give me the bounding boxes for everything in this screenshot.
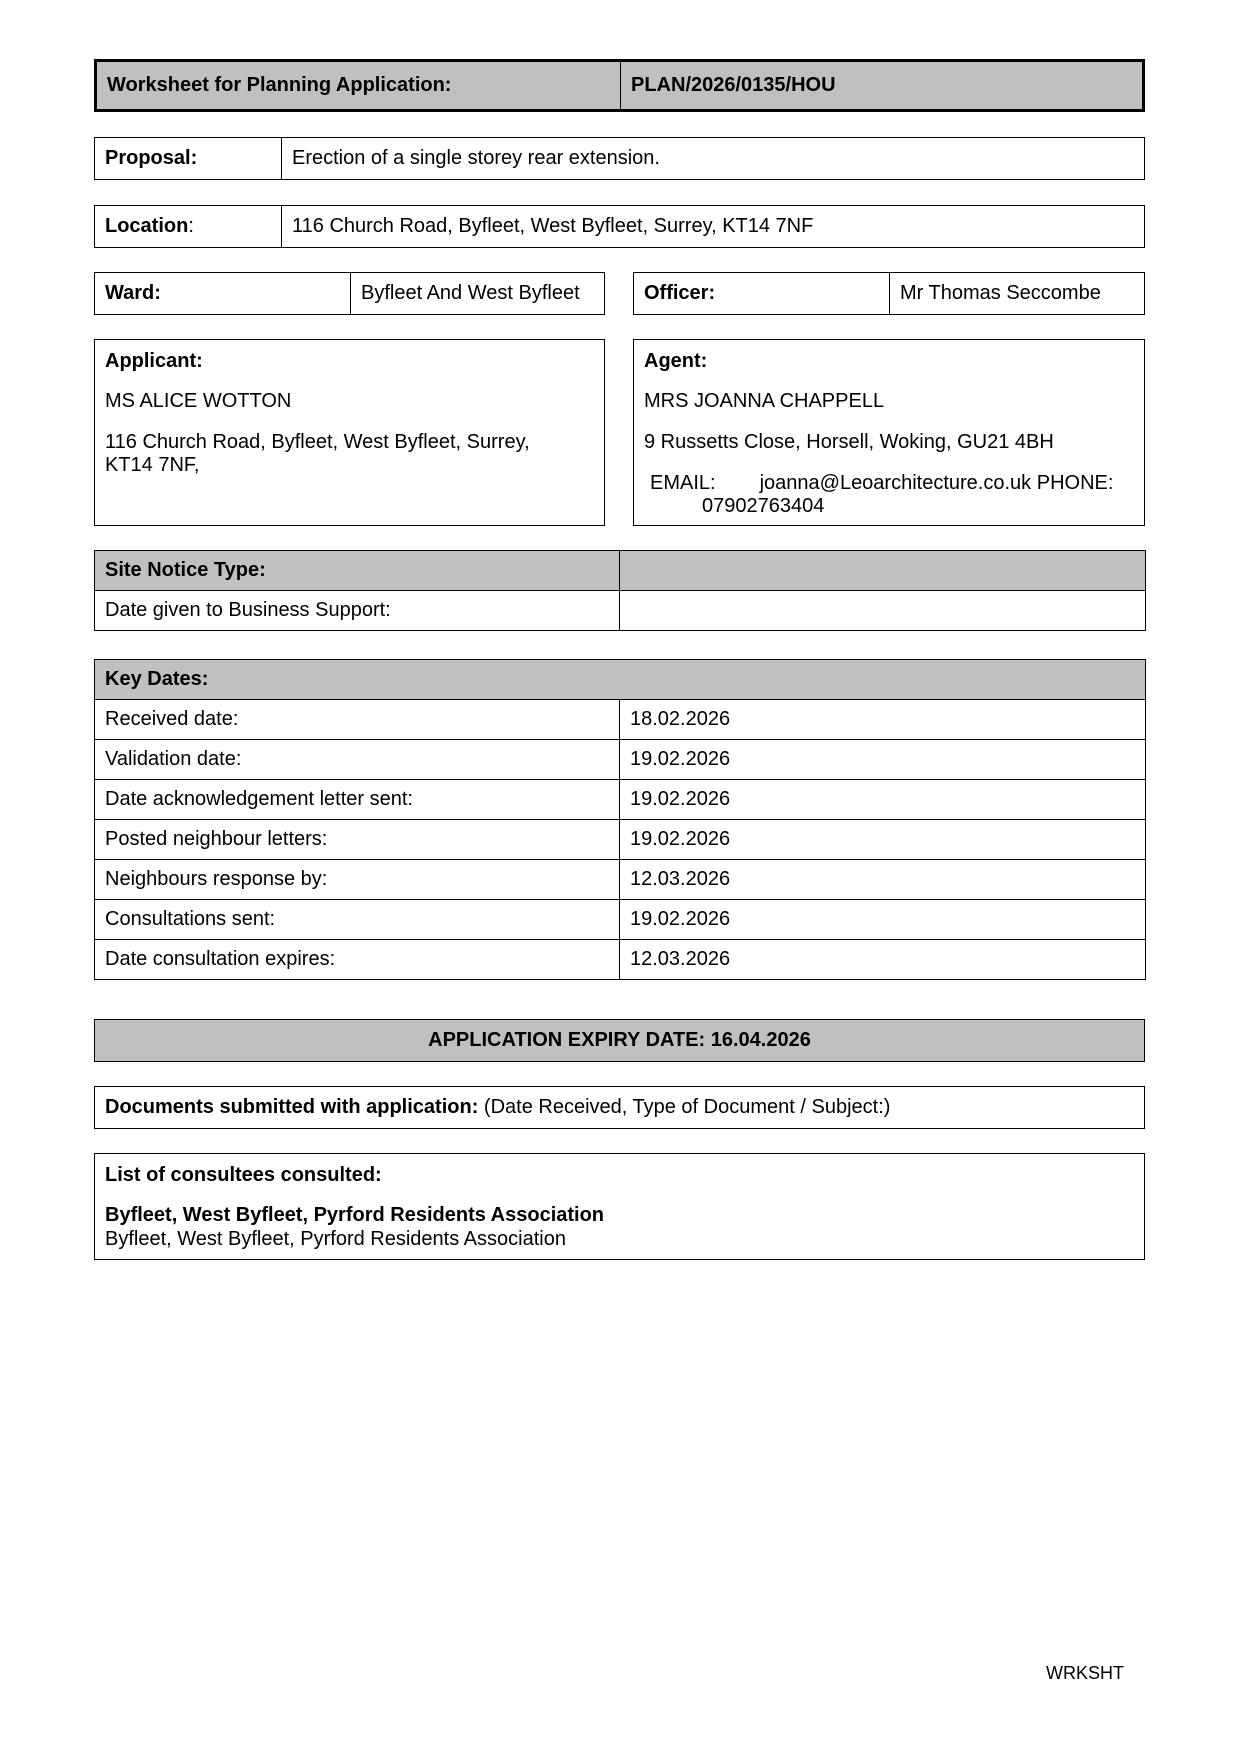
application-reference: PLAN/2026/0135/HOU	[631, 74, 836, 96]
worksheet-header	[94, 59, 1145, 112]
officer-value: Mr Thomas Seccombe	[900, 282, 1101, 304]
business-support-row	[95, 591, 1146, 631]
agent-label: Agent:	[644, 350, 708, 372]
key-date-label: Posted neighbour letters:	[95, 820, 620, 860]
consultee-name: Byfleet, West Byfleet, Pyrford Residents Association	[105, 1204, 605, 1226]
site-notice-type-label: Site Notice Type:	[95, 551, 620, 591]
agent-phone-label: PHONE:	[1036, 472, 1114, 494]
expiry-banner	[94, 1019, 1145, 1062]
location-row	[94, 205, 1145, 248]
applicant-box	[94, 339, 605, 526]
table-row	[95, 780, 1146, 820]
agent-email-line	[650, 472, 1113, 495]
site-notice-type-value	[620, 551, 1146, 591]
site-notice-table	[94, 550, 1146, 631]
proposal-row	[94, 137, 1145, 180]
ward-row	[94, 272, 605, 315]
agent-email: joanna@Leoarchitecture.co.uk	[759, 472, 1032, 494]
expiry-date-text: APPLICATION EXPIRY DATE: 16.04.2026	[428, 1029, 811, 1051]
ward-value: Byfleet And West Byfleet	[361, 282, 580, 304]
ward-label: Ward:	[105, 282, 161, 304]
location-colon: :	[188, 215, 194, 237]
agent-phone: 07902763404	[702, 495, 825, 517]
key-date-label: Date consultation expires:	[95, 940, 620, 980]
key-date-value: 19.02.2026	[620, 740, 1146, 780]
site-notice-type-row	[95, 551, 1146, 591]
agent-box	[633, 339, 1145, 526]
documents-note: (Date Received, Type of Document / Subject:)	[483, 1096, 891, 1118]
key-dates-heading: Key Dates:	[95, 660, 1146, 700]
footer-code: WRKSHT	[1046, 1663, 1124, 1683]
header-label: Worksheet for Planning Application:	[107, 74, 452, 96]
location-label: Location	[105, 215, 189, 237]
key-dates-table	[94, 659, 1146, 980]
documents-box	[94, 1086, 1145, 1129]
table-row	[95, 700, 1146, 740]
applicant-address-line2: KT14 7NF,	[105, 454, 200, 476]
key-date-value: 19.02.2026	[620, 820, 1146, 860]
key-date-value: 12.03.2026	[620, 860, 1146, 900]
officer-row	[633, 272, 1145, 315]
table-row	[95, 940, 1146, 980]
documents-label: Documents submitted with application:	[105, 1096, 479, 1118]
table-row	[95, 860, 1146, 900]
officer-label: Officer:	[644, 282, 716, 304]
key-date-value: 19.02.2026	[620, 900, 1146, 940]
key-date-value: 18.02.2026	[620, 700, 1146, 740]
location-label-cell	[95, 206, 282, 247]
agent-name: MRS JOANNA CHAPPELL	[644, 390, 885, 412]
consultees-label: List of consultees consulted:	[105, 1164, 382, 1186]
proposal-value: Erection of a single storey rear extension.	[292, 147, 660, 169]
key-date-label: Consultations sent:	[95, 900, 620, 940]
location-value: 116 Church Road, Byfleet, West Byfleet, Surrey, KT14 7NF	[292, 215, 814, 237]
key-date-value: 19.02.2026	[620, 780, 1146, 820]
key-date-label: Received date:	[95, 700, 620, 740]
table-row	[95, 820, 1146, 860]
consultee-detail: Byfleet, West Byfleet, Pyrford Residents Association	[105, 1228, 566, 1250]
applicant-label: Applicant:	[105, 350, 203, 372]
key-date-label: Neighbours response by:	[95, 860, 620, 900]
key-date-label: Validation date:	[95, 740, 620, 780]
business-support-value	[620, 591, 1146, 631]
agent-email-label: EMAIL:	[650, 472, 716, 494]
consultees-box	[94, 1153, 1145, 1260]
key-date-value: 12.03.2026	[620, 940, 1146, 980]
key-dates-heading-row	[95, 660, 1146, 700]
business-support-label: Date given to Business Support:	[95, 591, 620, 631]
key-date-label: Date acknowledgement letter sent:	[95, 780, 620, 820]
applicant-name: MS ALICE WOTTON	[105, 390, 292, 412]
table-row	[95, 900, 1146, 940]
proposal-label: Proposal:	[105, 147, 198, 169]
agent-address: 9 Russetts Close, Horsell, Woking, GU21 4BH	[644, 431, 1054, 453]
applicant-address-line1: 116 Church Road, Byfleet, West Byfleet, Surrey,	[105, 431, 530, 453]
table-row	[95, 740, 1146, 780]
